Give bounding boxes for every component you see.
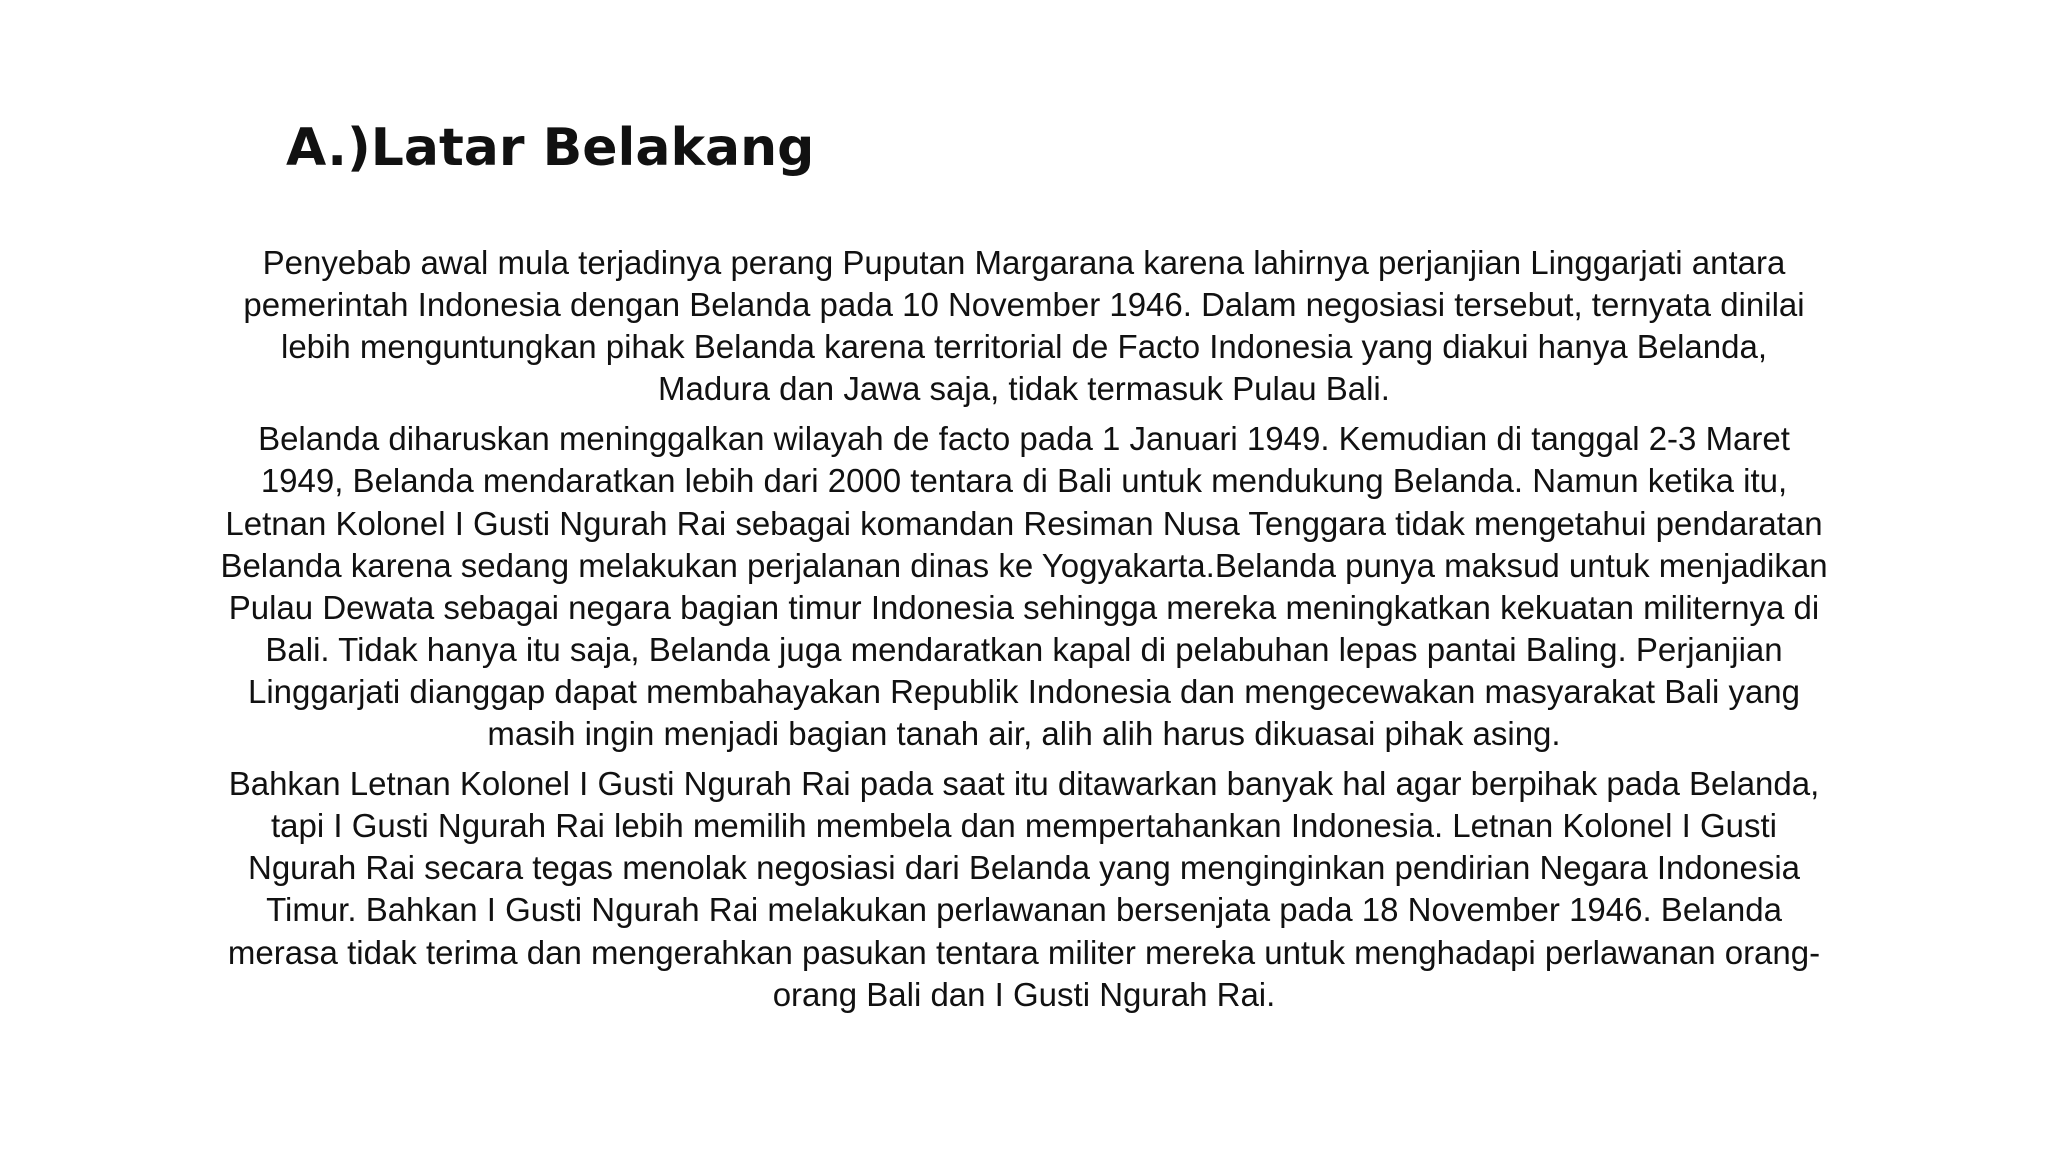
text-line: Linggarjati dianggap dapat membahayakan Republik Indonesia dan mengecewakan masyarakat Bali yang [247, 672, 1800, 710]
text-line: Pulau Dewata sebagai negara bagian timur Indonesia sehingga mereka meningkatkan kekuatan militernya di [228, 588, 1820, 626]
text-line: Ngurah Rai secara tegas menolak negosiasi dari Belanda yang menginginkan pendirian Negara Indonesia [248, 849, 1800, 887]
text-line: Belanda karena sedang melakukan perjalanan dinas ke Yogyakarta.Belanda punya maksud untuk menjadikan [220, 546, 1828, 584]
text-line: Timur. Bahkan I Gusti Ngurah Rai melakukan perlawanan bersenjata pada 18 November 1946. Belanda [266, 891, 1782, 929]
text-line: merasa tidak terima dan mengerahkan pasukan tentara militer mereka untuk menghadapi perlawanan orang- [227, 933, 1821, 971]
text-line: Madura dan Jawa saja, tidak termasuk Pulau Bali. [658, 370, 1390, 408]
paragraph-3 [160, 763, 1888, 1016]
text-line: orang Bali dan I Gusti Ngurah Rai. [772, 975, 1276, 1013]
text-line: Bahkan Letnan Kolonel I Gusti Ngurah Rai pada saat itu ditawarkan banyak hal agar berpihak pada Belanda, [228, 765, 1820, 803]
text-line: lebih menguntungkan pihak Belanda karena territorial de Facto Indonesia yang diakui hanya Belanda, [280, 328, 1767, 366]
text-line: pemerintah Indonesia dengan Belanda pada 10 November 1946. Dalam negosiasi tersebut, ternyata dinilai [243, 286, 1805, 324]
text-line: tapi I Gusti Ngurah Rai lebih memilih membela dan mempertahankan Indonesia. Letnan Kolonel I Gusti [271, 807, 1777, 845]
paragraph-2 [160, 418, 1888, 755]
text-line: 1949, Belanda mendaratkan lebih dari 2000 tentara di Bali untuk mendukung Belanda. Namun ketika itu, [260, 462, 1788, 500]
text-line: Letnan Kolonel I Gusti Ngurah Rai sebagai komandan Resiman Nusa Tenggara tidak mengetahui pendaratan [225, 504, 1823, 542]
text-line: Belanda diharuskan meninggalkan wilayah de facto pada 1 Januari 1949. Kemudian di tanggal 2-3 Maret [258, 420, 1790, 458]
slide-body [160, 242, 1888, 1024]
text-line: masih ingin menjadi bagian tanah air, alih alih harus dikuasai pihak asing. [487, 715, 1561, 753]
paragraph-1 [160, 242, 1888, 410]
slide-title: A.)Latar Belakang [286, 118, 815, 178]
text-line: Penyebab awal mula terjadinya perang Puputan Margarana karena lahirnya perjanjian Linggarjati antara [262, 244, 1786, 281]
text-line: Bali. Tidak hanya itu saja, Belanda juga mendaratkan kapal di pelabuhan lepas pantai Baling. Perjanjian [265, 630, 1783, 668]
